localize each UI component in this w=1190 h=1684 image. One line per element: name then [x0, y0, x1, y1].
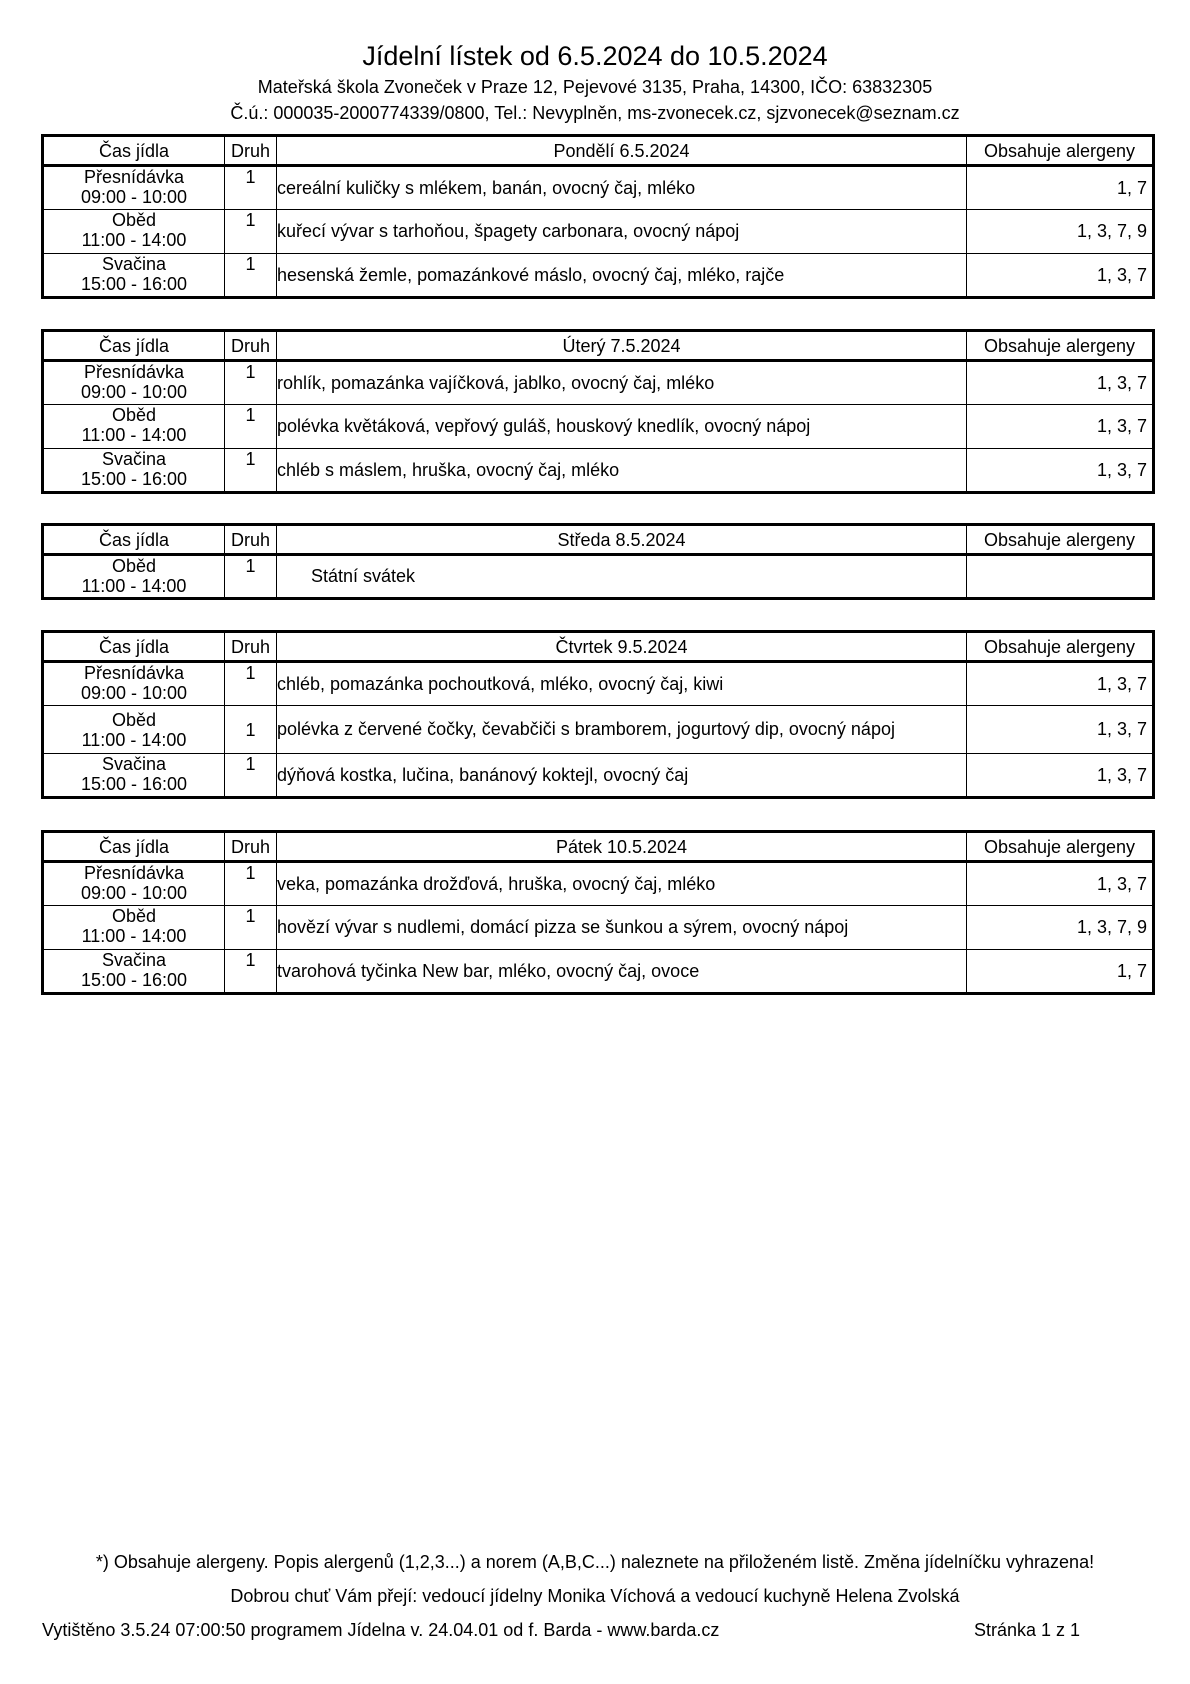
- meal-name: Oběd: [111, 405, 157, 425]
- meal-name: Svačina: [101, 449, 167, 469]
- meal-time-cell: [43, 906, 225, 950]
- meal-food: hovězí vývar s nudlemi, domácí pizza se šunkou a sýrem, ovocný nápoj: [277, 906, 967, 950]
- meal-time-cell: [43, 449, 225, 493]
- meal-name: Přesnídávka: [83, 167, 185, 187]
- meal-allergens: 1, 3, 7: [967, 662, 1154, 706]
- meal-time-cell: [43, 254, 225, 298]
- meal-allergens: 1, 3, 7: [967, 361, 1154, 405]
- day-label: Čtvrtek 9.5.2024: [277, 632, 967, 662]
- col-header-allergens: Obsahuje alergeny: [967, 136, 1154, 166]
- meal-allergens: [967, 555, 1154, 599]
- day-label: Úterý 7.5.2024: [277, 331, 967, 361]
- table-row: [43, 906, 1154, 950]
- meal-time: 15:00 - 16:00: [80, 274, 188, 294]
- greeting-line: Dobrou chuť Vám přejí: vedoucí jídelny Monika Víchová a vedoucí kuchyně Helena Zvolská: [230, 1586, 960, 1606]
- table-row: [43, 662, 1154, 706]
- meal-name: Oběd: [111, 710, 157, 730]
- meal-time: 09:00 - 10:00: [80, 382, 188, 402]
- day-label: Středa 8.5.2024: [277, 525, 967, 555]
- col-header-allergens: Obsahuje alergeny: [967, 832, 1154, 862]
- table-row: [43, 166, 1154, 210]
- meal-time: 11:00 - 14:00: [81, 425, 187, 445]
- meal-druh: 1: [225, 210, 277, 254]
- table-row: [43, 555, 1154, 599]
- meal-druh: 1: [225, 906, 277, 950]
- col-header-allergens: Obsahuje alergeny: [967, 331, 1154, 361]
- meal-time-cell: [43, 361, 225, 405]
- col-header-druh: Druh: [225, 136, 277, 166]
- meal-time: 09:00 - 10:00: [80, 883, 188, 903]
- meal-time: 11:00 - 14:00: [81, 576, 187, 596]
- meal-allergens: 1, 3, 7: [967, 754, 1154, 798]
- meal-time-cell: [43, 210, 225, 254]
- meal-druh: 1: [225, 405, 277, 449]
- meal-food: polévka květáková, vepřový guláš, houskový knedlík, ovocný nápoj: [277, 405, 967, 449]
- meal-time-cell: [43, 862, 225, 906]
- meal-time-cell: [43, 166, 225, 210]
- meal-allergens: 1, 3, 7, 9: [967, 210, 1154, 254]
- meal-food: chléb, pomazánka pochoutková, mléko, ovocný čaj, kiwi: [277, 662, 967, 706]
- meal-druh: 1: [225, 254, 277, 298]
- meal-food: dýňová kostka, lučina, banánový koktejl, ovocný čaj: [277, 754, 967, 798]
- col-header-time: Čas jídla: [43, 136, 225, 166]
- day-table-thursday: [41, 630, 1155, 799]
- day-table-friday: [41, 830, 1155, 995]
- meal-food: kuřecí vývar s tarhoňou, špagety carbonara, ovocný nápoj: [277, 210, 967, 254]
- meal-food: rohlík, pomazánka vajíčková, jablko, ovocný čaj, mléko: [277, 361, 967, 405]
- meal-food: chléb s máslem, hruška, ovocný čaj, mléko: [277, 449, 967, 493]
- meal-name: Přesnídávka: [83, 663, 185, 683]
- col-header-time: Čas jídla: [43, 632, 225, 662]
- col-header-allergens: Obsahuje alergeny: [967, 632, 1154, 662]
- meal-time-cell: [43, 706, 225, 754]
- meal-druh: 1: [225, 706, 277, 754]
- day-table-tuesday: [41, 329, 1155, 494]
- day-label: Pondělí 6.5.2024: [277, 136, 967, 166]
- table-row: [43, 361, 1154, 405]
- allergen-note: *) Obsahuje alergeny. Popis alergenů (1,2,3...) a norem (A,B,C...) naleznete na přiloženém listě. Změna jídelníčku vyhrazena!: [95, 1552, 1095, 1572]
- meal-time-cell: [43, 405, 225, 449]
- print-info: Vytištěno 3.5.24 07:00:50 programem Jídelna v. 24.04.01 od f. Barda - www.barda.cz: [42, 1620, 720, 1640]
- meal-druh: 1: [225, 950, 277, 994]
- meal-time: 15:00 - 16:00: [80, 774, 188, 794]
- meal-name: Oběd: [111, 556, 157, 576]
- meal-name: Svačina: [101, 754, 167, 774]
- school-info: Mateřská škola Zvoneček v Praze 12, Pejevové 3135, Praha, 14300, IČO: 63832305: [257, 77, 933, 97]
- meal-allergens: 1, 3, 7, 9: [967, 906, 1154, 950]
- table-row: [43, 862, 1154, 906]
- page-number: Stránka 1 z 1: [974, 1620, 1081, 1640]
- meal-food: cereální kuličky s mlékem, banán, ovocný čaj, mléko: [277, 166, 967, 210]
- meal-time: 09:00 - 10:00: [80, 187, 188, 207]
- day-label: Pátek 10.5.2024: [277, 832, 967, 862]
- table-row: [43, 754, 1154, 798]
- meal-allergens: 1, 3, 7: [967, 254, 1154, 298]
- meal-allergens: 1, 7: [967, 166, 1154, 210]
- meal-druh: 1: [225, 449, 277, 493]
- day-table-monday: [41, 134, 1155, 299]
- meal-allergens: 1, 3, 7: [967, 405, 1154, 449]
- meal-name: Svačina: [101, 254, 167, 274]
- meal-food: polévka z červené čočky, čevabčiči s bramborem, jogurtový dip, ovocný nápoj: [277, 706, 967, 754]
- meal-druh: 1: [225, 754, 277, 798]
- col-header-druh: Druh: [225, 525, 277, 555]
- col-header-time: Čas jídla: [43, 331, 225, 361]
- meal-allergens: 1, 7: [967, 950, 1154, 994]
- meal-name: Oběd: [111, 210, 157, 230]
- meal-time: 11:00 - 14:00: [81, 926, 187, 946]
- meal-time: 09:00 - 10:00: [80, 683, 188, 703]
- meal-name: Přesnídávka: [83, 362, 185, 382]
- meal-druh: 1: [225, 361, 277, 405]
- meal-time-cell: [43, 754, 225, 798]
- meal-name: Oběd: [111, 906, 157, 926]
- meal-druh: 1: [225, 662, 277, 706]
- col-header-druh: Druh: [225, 331, 277, 361]
- col-header-time: Čas jídla: [43, 525, 225, 555]
- meal-time-cell: [43, 950, 225, 994]
- meal-allergens: 1, 3, 7: [967, 862, 1154, 906]
- table-row: [43, 706, 1154, 754]
- meal-food: tvarohová tyčinka New bar, mléko, ovocný čaj, ovoce: [277, 950, 967, 994]
- meal-druh: 1: [225, 555, 277, 599]
- table-row: [43, 254, 1154, 298]
- meal-time: 15:00 - 16:00: [80, 970, 188, 990]
- meal-food: hesenská žemle, pomazánkové máslo, ovocný čaj, mléko, rajče: [277, 254, 967, 298]
- meal-food: Státní svátek: [277, 555, 967, 599]
- meal-time: 15:00 - 16:00: [80, 469, 188, 489]
- table-row: [43, 210, 1154, 254]
- col-header-druh: Druh: [225, 832, 277, 862]
- menu-title: Jídelní lístek od 6.5.2024 do 10.5.2024: [362, 41, 828, 71]
- meal-allergens: 1, 3, 7: [967, 706, 1154, 754]
- meal-allergens: 1, 3, 7: [967, 449, 1154, 493]
- col-header-time: Čas jídla: [43, 832, 225, 862]
- col-header-druh: Druh: [225, 632, 277, 662]
- meal-druh: 1: [225, 166, 277, 210]
- col-header-allergens: Obsahuje alergeny: [967, 525, 1154, 555]
- meal-time: 11:00 - 14:00: [81, 230, 187, 250]
- meal-name: Přesnídávka: [83, 863, 185, 883]
- table-row: [43, 950, 1154, 994]
- meal-druh: 1: [225, 862, 277, 906]
- contact-info: Č.ú.: 000035-2000774339/0800, Tel.: Nevyplněn, ms-zvonecek.cz, sjzvonecek@seznam.cz: [230, 103, 960, 123]
- meal-time: 11:00 - 14:00: [81, 730, 187, 750]
- day-table-wednesday: [41, 523, 1155, 600]
- meal-food: veka, pomazánka drožďová, hruška, ovocný čaj, mléko: [277, 862, 967, 906]
- meal-time-cell: [43, 662, 225, 706]
- table-row: [43, 405, 1154, 449]
- document-header: [0, 38, 1190, 126]
- table-row: [43, 449, 1154, 493]
- meal-time-cell: [43, 555, 225, 599]
- meal-name: Svačina: [101, 950, 167, 970]
